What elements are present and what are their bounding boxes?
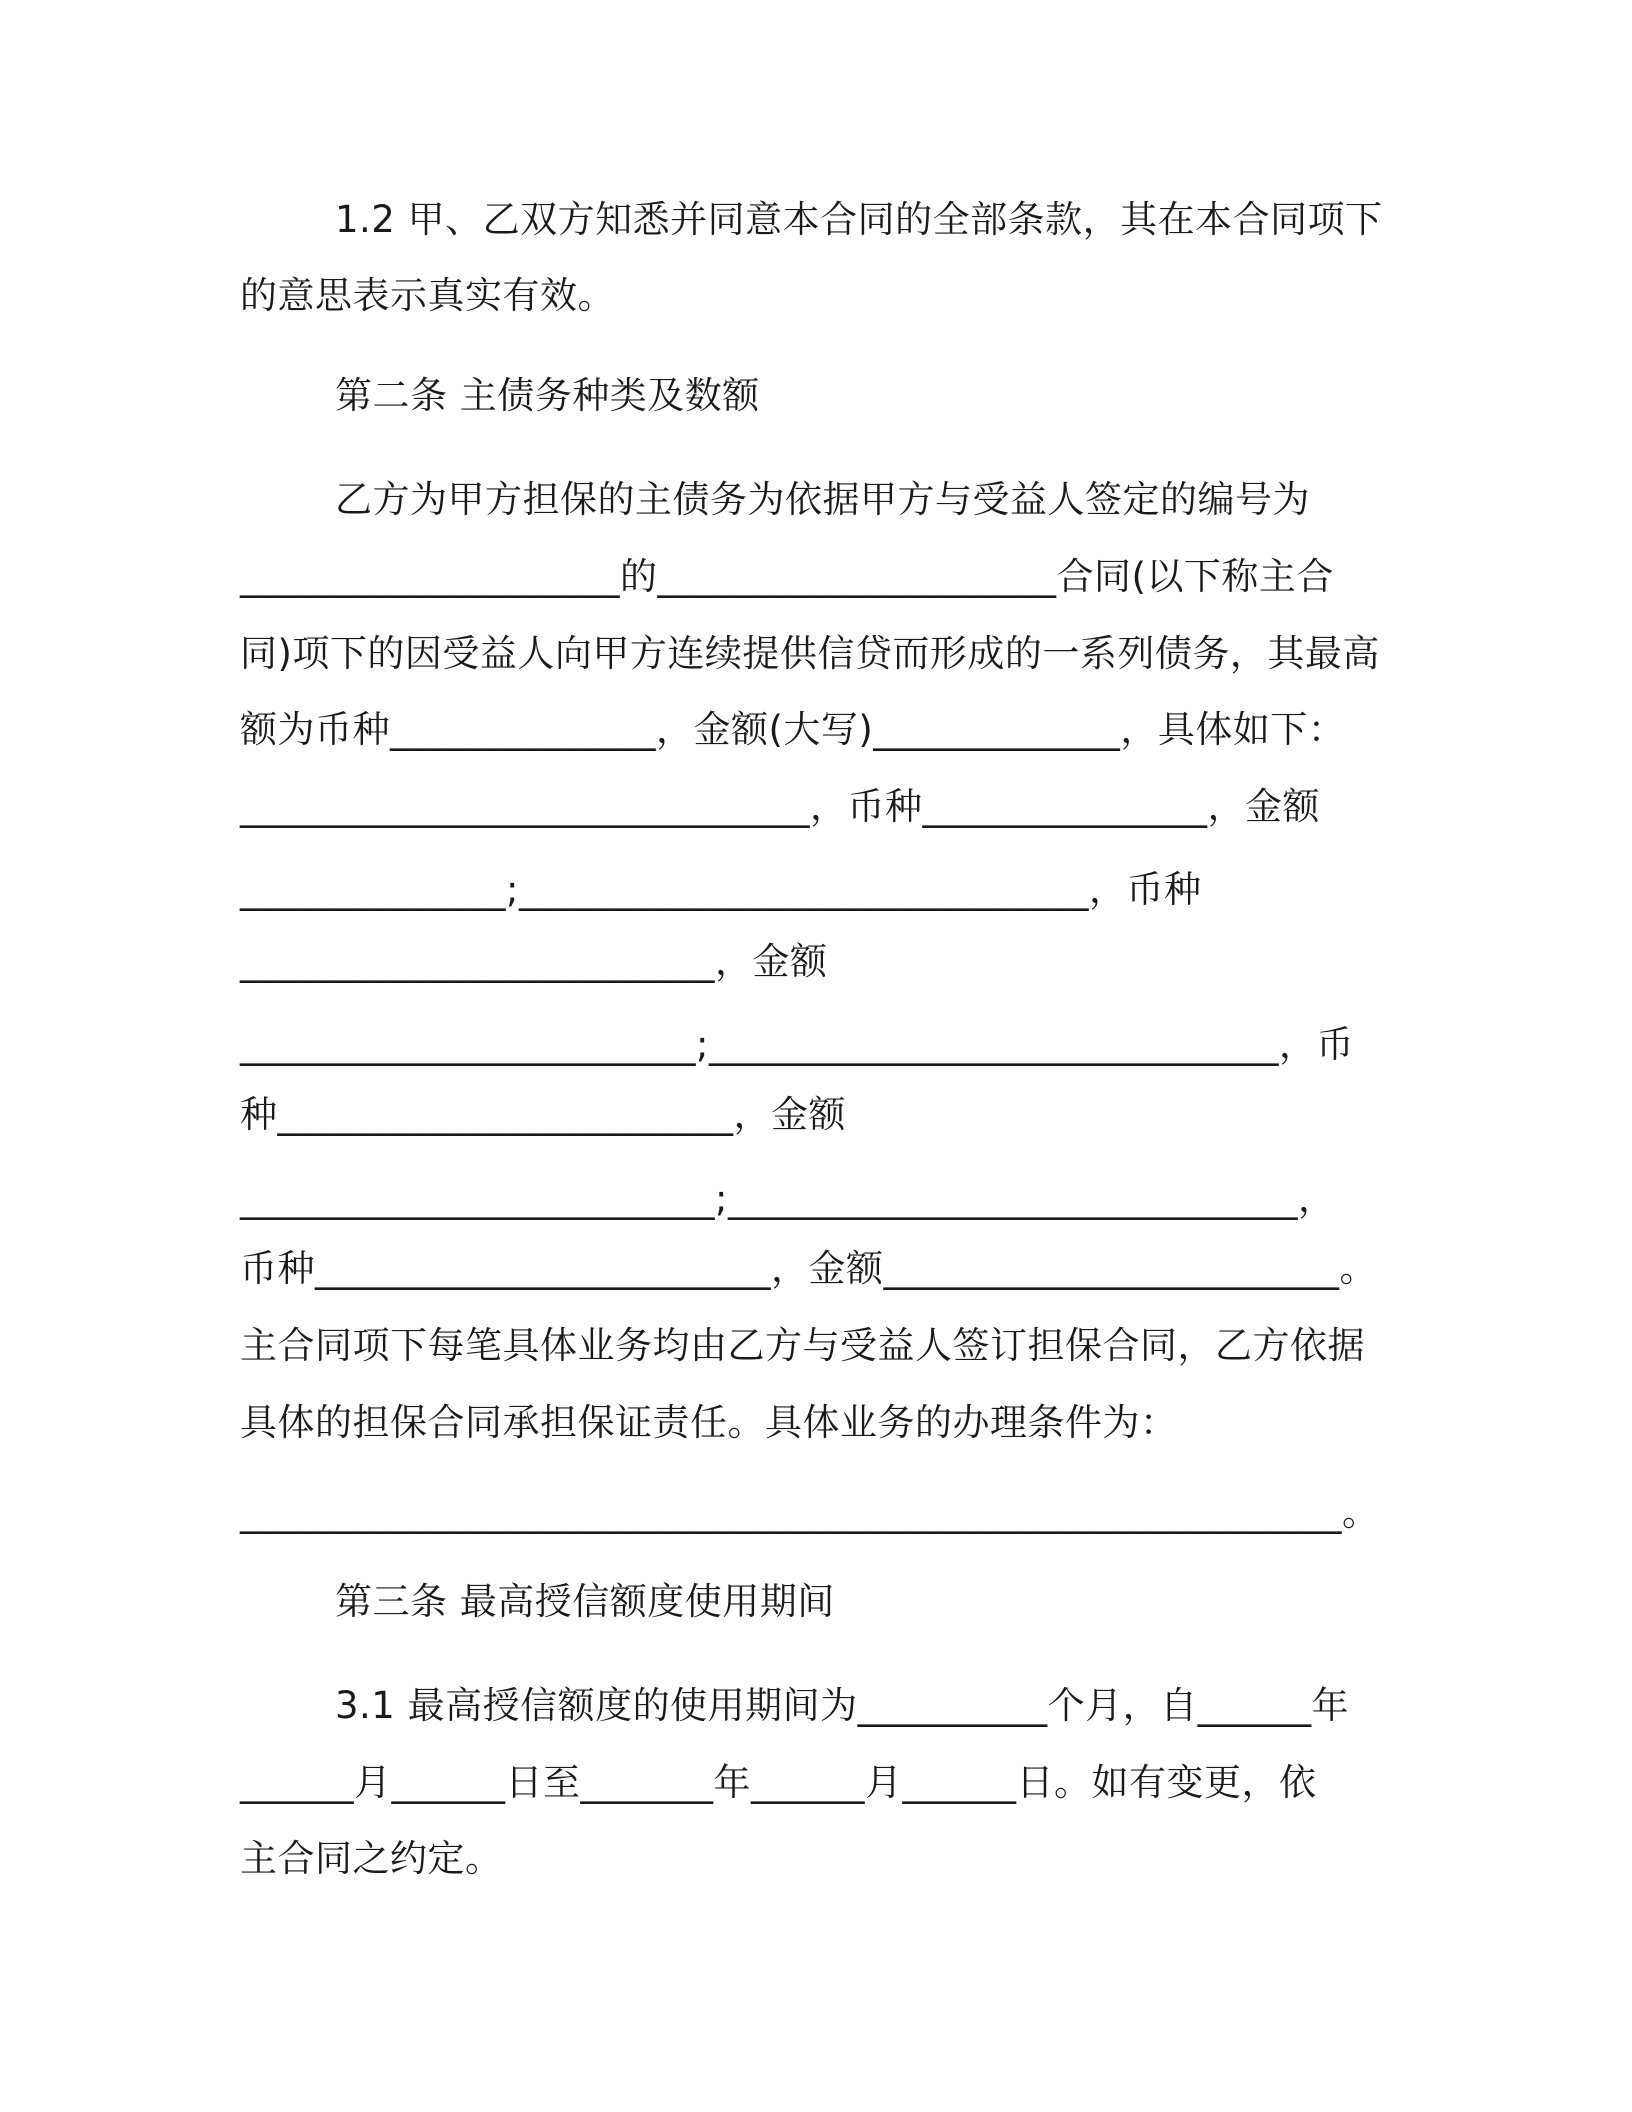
article-2-paragraph-line-13: 具体的担保合同承担保证责任。具体业务的办理条件为： bbox=[240, 1401, 1178, 1444]
article-2-paragraph-line-12: 主合同项下每笔具体业务均由乙方与受益人签订担保合同，乙方依据 bbox=[240, 1324, 1365, 1367]
clause-1-2-line-1: 1.2 甲、乙双方知悉并同意本合同的全部条款，其在本合同项下 bbox=[335, 198, 1383, 241]
article-2-paragraph-line-7: _________________________，金额 bbox=[240, 940, 828, 983]
article-2-heading: 第二条 主债务种类及数额 bbox=[335, 374, 760, 417]
article-3-heading: 第三条 最高授信额度使用期间 bbox=[335, 1580, 835, 1623]
article-2-paragraph-line-4: 额为币种______________，金额(大写)_____________，具体如下： bbox=[240, 708, 1346, 751]
article-2-paragraph-line-2: ____________________的_____________________合同(以下称主合 bbox=[240, 555, 1334, 598]
article-2-paragraph-line-9: 种________________________，金额 bbox=[240, 1093, 846, 1136]
article-2-paragraph-line-6: ______________;______________________________，币种 bbox=[240, 868, 1202, 911]
article-2-paragraph-line-14: __________________________________________________________。 bbox=[240, 1491, 1380, 1534]
article-2-paragraph-line-11: 币种________________________，金额________________________。 bbox=[240, 1247, 1377, 1290]
article-2-paragraph-line-1: 乙方为甲方担保的主债务为依据甲方与受益人签定的编号为 bbox=[335, 478, 1310, 521]
article-2-paragraph-line-8: ________________________;______________________________，币 bbox=[240, 1023, 1354, 1066]
clause-3-1-line-1: 3.1 最高授信额度的使用期间为__________个月，自______年 bbox=[335, 1684, 1350, 1727]
article-2-paragraph-line-3: 同)项下的因受益人向甲方连续提供信贷而形成的一系列债务，其最高 bbox=[240, 632, 1380, 675]
clause-1-2-line-2: 的意思表示真实有效。 bbox=[240, 274, 615, 317]
clause-3-1-line-2: ______月______日至_______年______月______日。如有变更，依 bbox=[240, 1761, 1317, 1804]
clause-3-1-line-3: 主合同之约定。 bbox=[240, 1837, 503, 1880]
article-2-paragraph-line-10: _________________________;______________________________， bbox=[240, 1177, 1336, 1220]
article-2-paragraph-line-5: ______________________________，币种_______________，金额 bbox=[240, 785, 1320, 828]
